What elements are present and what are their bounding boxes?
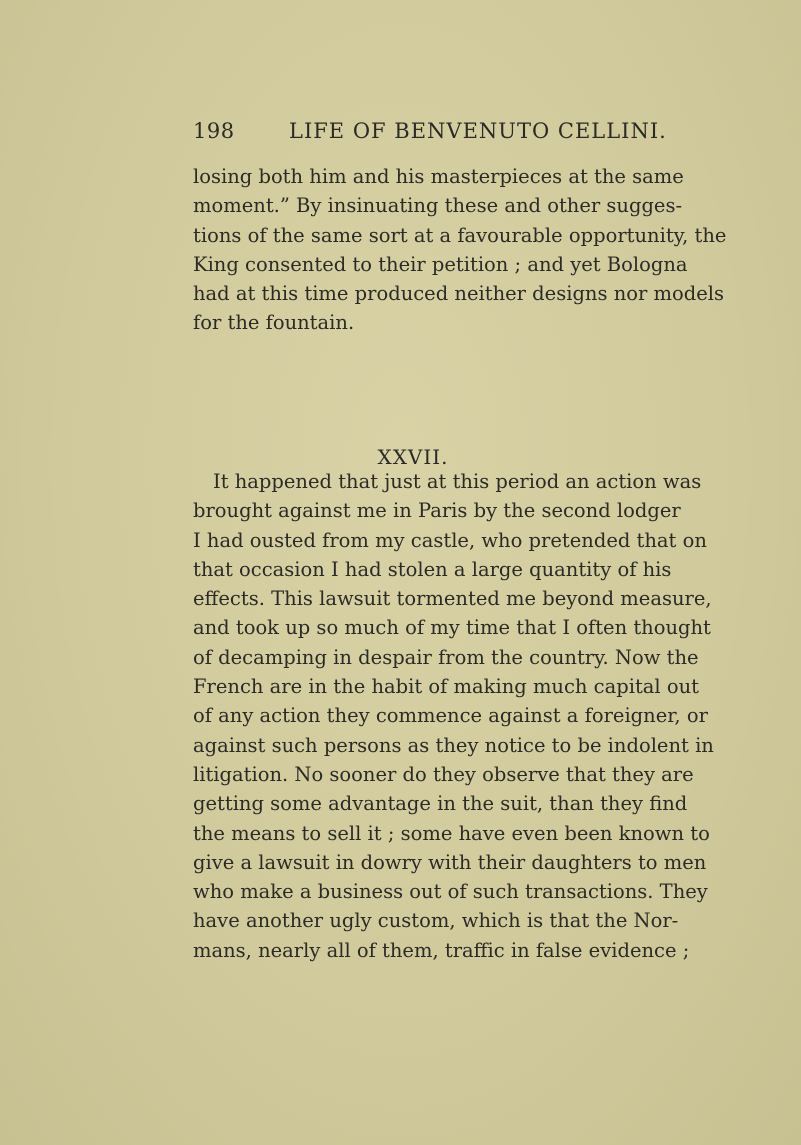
text-line: It happened that just at this period an action was <box>213 470 702 493</box>
text-line: moment.” By insinuating these and other sugges- <box>193 194 683 218</box>
text-line: and took up so much of my time that I often thought <box>193 616 711 640</box>
chapter-heading: XXVII. <box>377 445 449 469</box>
text-line: I had ousted from my castle, who pretended that on <box>193 528 707 552</box>
text-line: give a lawsuit in dowry with their daughters to men <box>193 850 707 874</box>
text-line: the means to sell it ; some have even been known to <box>193 821 710 845</box>
paragraph-1 <box>193 162 727 338</box>
text-line: effects. This lawsuit tormented me beyond measure, <box>193 587 712 611</box>
text-line: tions of the same sort at a favourable opportunity, the <box>193 223 727 247</box>
text-line: losing both him and his masterpieces at the same <box>193 165 684 188</box>
running-head <box>193 119 667 149</box>
book-title: LIFE OF BENVENUTO CELLINI. <box>289 119 667 143</box>
text-line: had at this time produced neither designs nor models <box>193 282 725 306</box>
text-line: have another ugly custom, which is that the Nor- <box>193 909 679 933</box>
text-line: for the fountain. <box>193 311 355 335</box>
text-line: that occasion I had stolen a large quantity of his <box>193 557 672 581</box>
text-line: King consented to their petition ; and yet Bologna <box>193 252 688 276</box>
paragraph-2 <box>193 467 714 965</box>
text-line: French are in the habit of making much capital out <box>193 675 699 699</box>
text-line: getting some advantage in the suit, than they find <box>193 792 688 816</box>
page-number: 198 <box>193 119 235 143</box>
text-line: mans, nearly all of them, traffic in false evidence ; <box>193 938 690 962</box>
text-line: of any action they commence against a foreigner, or <box>193 704 708 728</box>
text-line: against such persons as they notice to be indolent in <box>193 733 714 757</box>
text-line: who make a business out of such transactions. They <box>193 880 708 904</box>
text-line: brought against me in Paris by the second lodger <box>193 499 681 523</box>
text-line: of decamping in despair from the country. Now the <box>193 645 699 669</box>
text-line: litigation. No sooner do they observe that they are <box>193 762 694 786</box>
